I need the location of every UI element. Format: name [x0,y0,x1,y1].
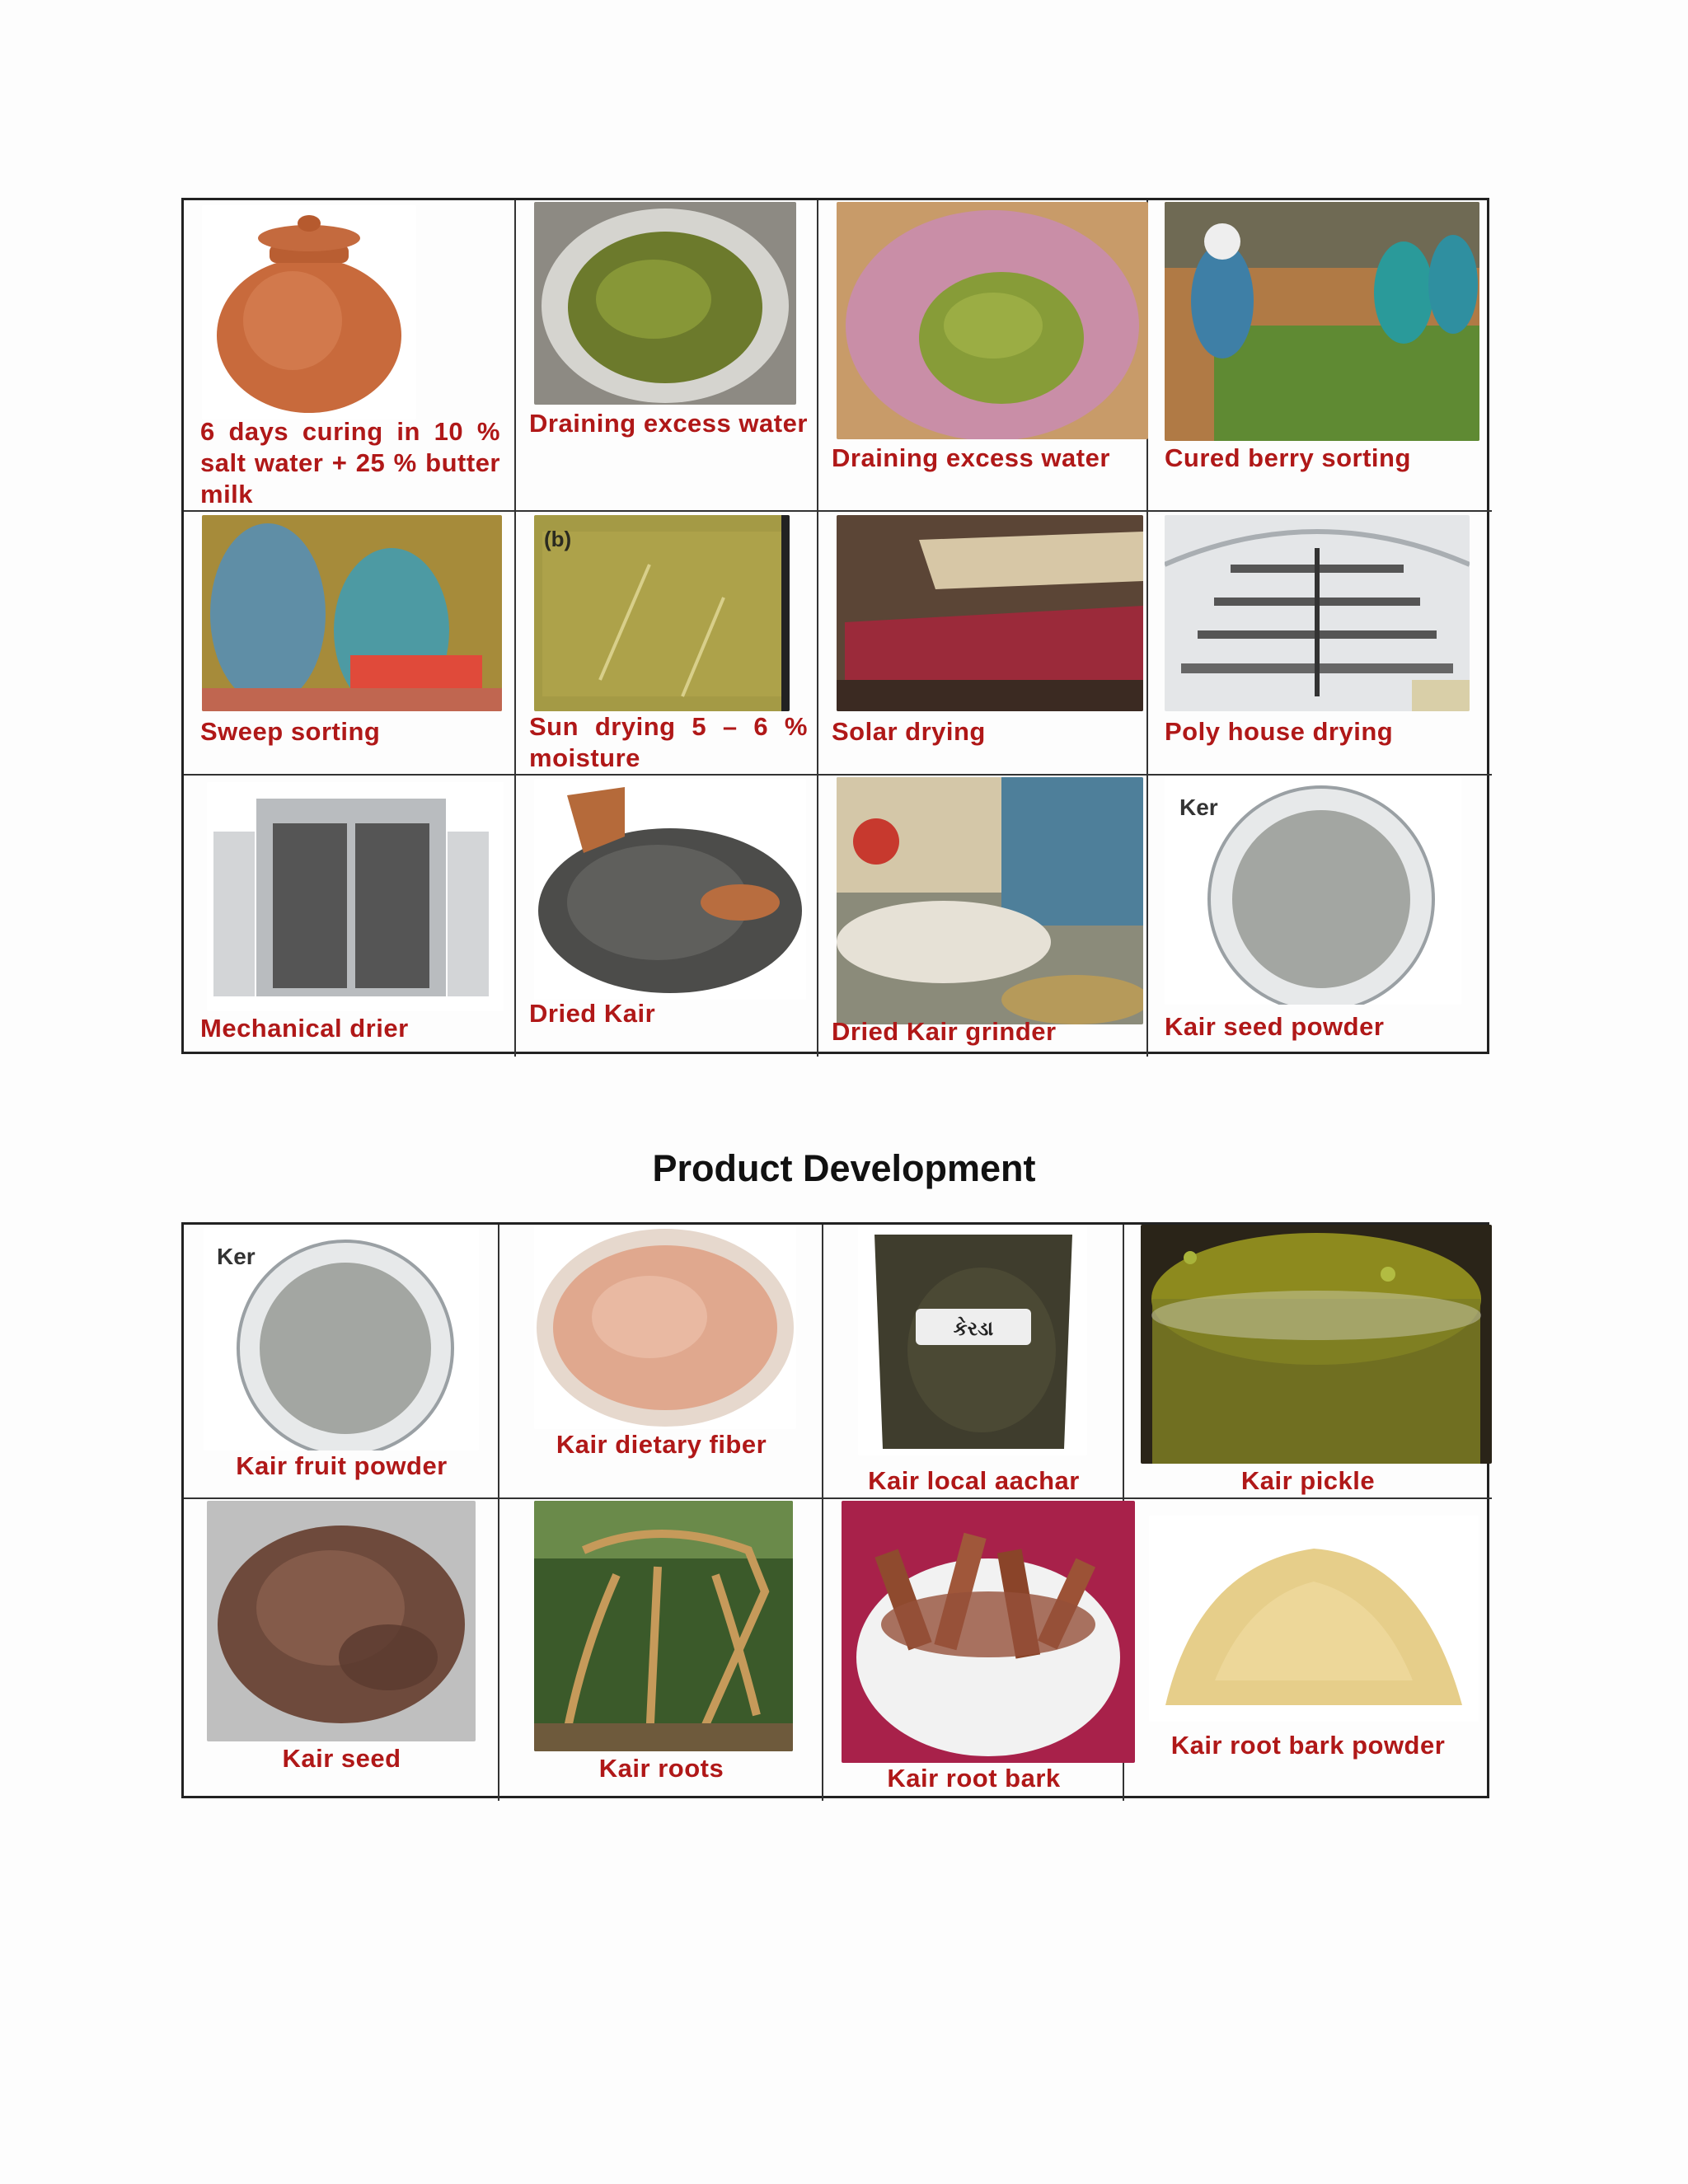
caption-draining-2: Draining excess water [832,443,1110,472]
aachar-bag-image [858,1226,1087,1455]
caption-kair-local-aachar: Kair local aachar [868,1466,1080,1495]
processing-table [181,198,1489,1054]
cell-kair-seed [184,1499,499,1801]
root-bark-powder-image [1149,1516,1479,1722]
cell-dried-kair [516,776,818,1057]
cell-kair-root-bark-powder [1124,1499,1492,1801]
sun-drying-image [534,515,790,711]
caption-kair-fruit-powder: Kair fruit powder [236,1451,448,1480]
section-title: Product Development [652,1147,1036,1189]
kair-root-bark-image [842,1501,1135,1763]
draining-basket-image [837,202,1148,439]
fruit-powder-jar-image [204,1228,479,1451]
cell-kair-fruit-powder [184,1225,499,1499]
solar-drying-image [837,515,1143,711]
kair-pickle-image [1141,1225,1492,1464]
cell-draining-2 [818,200,1148,512]
clay-pot-image [202,205,416,419]
cell-kair-pickle [1124,1225,1492,1499]
cell-draining-1 [516,200,818,512]
caption-kair-roots: Kair roots [598,1754,724,1783]
dried-kair-image [534,779,806,1000]
caption-curing: 6 days curing in 10 % salt water + 25 % butter milk [200,417,500,509]
cell-polyhouse-drying [1148,512,1492,776]
caption-kair-pickle: Kair pickle [1240,1466,1376,1495]
caption-kair-root-bark: Kair root bark [887,1764,1061,1793]
jar-lid-label: Ker [1179,794,1218,820]
cell-sweep-sorting [184,512,516,776]
jar-lid-label: Ker [217,1244,256,1269]
panel-label: (b) [544,527,572,551]
polyhouse-drying-image [1165,515,1470,711]
cell-berry-sorting [1148,200,1492,512]
kair-seed-image [207,1501,476,1741]
workers-sorting-image [1165,202,1479,441]
cell-curing [184,200,516,512]
caption-dried-kair-grinder: Dried Kair grinder [832,1017,1057,1046]
product-table [181,1222,1489,1798]
caption-draining-1: Draining excess water [529,409,808,438]
cell-kair-seed-powder [1148,776,1492,1057]
caption-sun-drying: Sun drying 5 – 6 % moisture [529,712,808,772]
caption-berry-sorting: Cured berry sorting [1165,443,1411,472]
bag-label: કેરડા [953,1317,994,1340]
cell-dried-kair-grinder [818,776,1148,1057]
caption-mechanical-drier: Mechanical drier [200,1014,409,1043]
caption-polyhouse-drying: Poly house drying [1165,717,1394,746]
caption-dried-kair: Dried Kair [529,999,656,1028]
cell-kair-roots [499,1499,823,1801]
dietary-fiber-image [534,1226,796,1429]
caption-sweep-sorting: Sweep sorting [200,717,381,746]
sweep-sorting-image [202,515,502,711]
seed-powder-jar-image [1165,777,1461,1005]
caption-kair-dietary-fiber: Kair dietary fiber [556,1430,767,1459]
cell-mechanical-drier [184,776,516,1057]
cell-kair-local-aachar [823,1225,1124,1499]
mechanical-drier-image [207,782,504,1011]
caption-kair-seed: Kair seed [282,1744,401,1773]
cell-kair-dietary-fiber [499,1225,823,1499]
cell-kair-root-bark [823,1499,1124,1801]
caption-kair-root-bark-powder: Kair root bark powder [1170,1731,1446,1760]
draining-bowl-image [534,202,796,405]
cell-solar-drying [818,512,1148,776]
cell-sun-drying [516,512,818,776]
kair-roots-image [534,1501,793,1751]
caption-solar-drying: Solar drying [832,717,986,746]
kair-grinder-image [837,777,1143,1024]
caption-kair-seed-powder: Kair seed powder [1165,1012,1385,1041]
